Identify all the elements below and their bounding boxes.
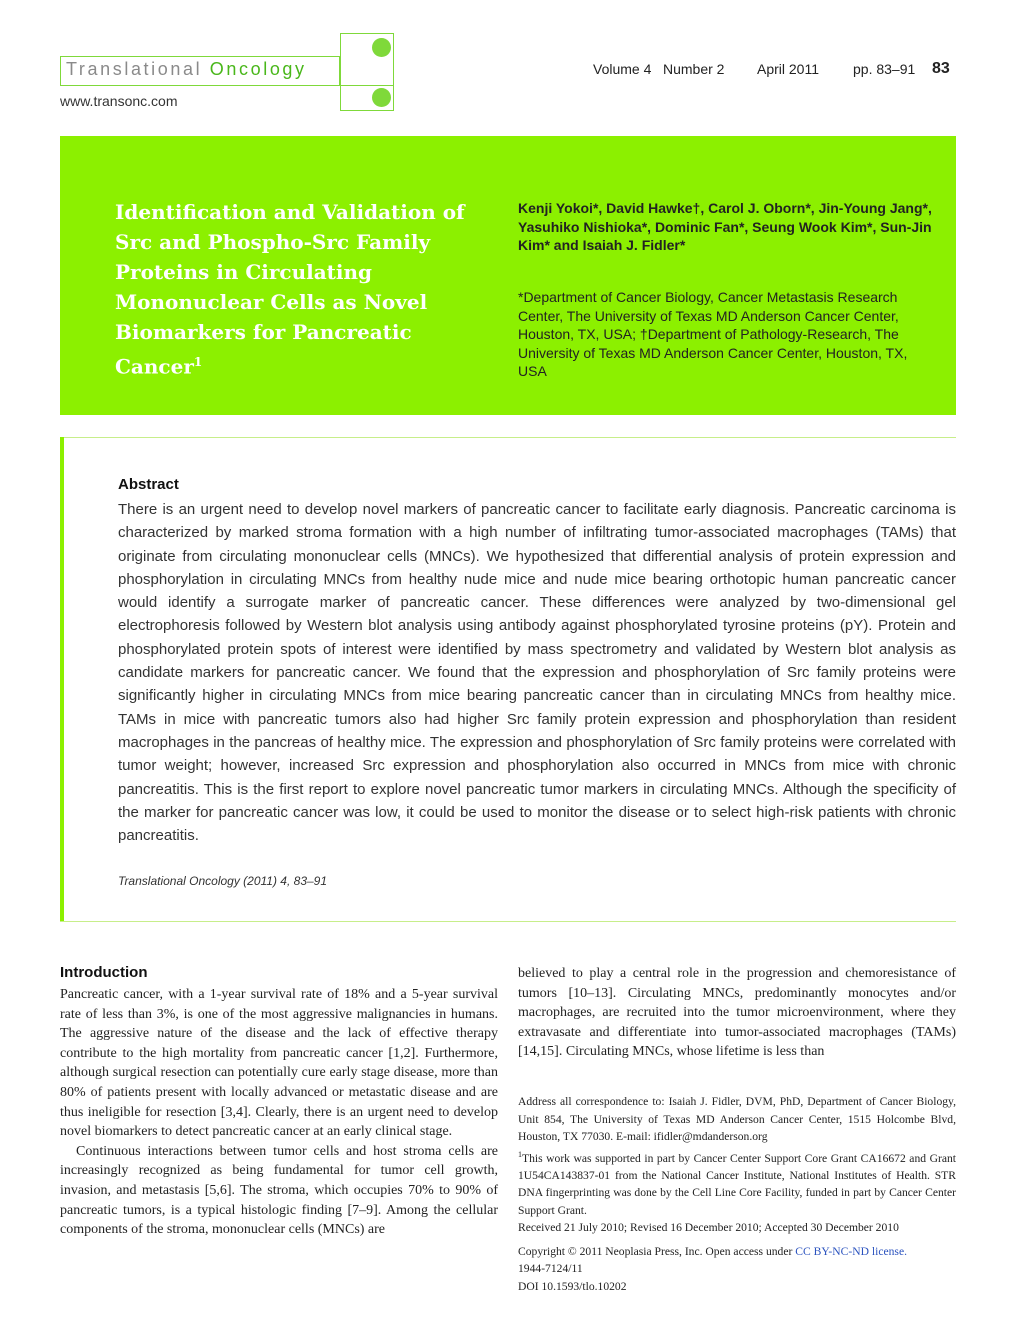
logo-dot-icon [372, 88, 391, 107]
journal-logo-divider [340, 85, 394, 86]
page-number: 83 [932, 60, 950, 77]
funding-note-text: This work was supported in part by Cancer Center Support Core Grant CA16672 and Grant 1U54CA143837-01 from the National Cancer Institute, National Institutes of Health. STR DNA fingerprinting was done by the Cell Line Core Facility, funded in part by Cancer Center Support Grant. [518, 1151, 956, 1217]
logo-dot-icon [372, 38, 391, 57]
introduction-heading: Introduction [60, 964, 148, 981]
intro-paragraph-2-continued: believed to play a central role in the progression and chemoresistance of tumors [10–13]. Circulating MNCs, predominantly monocytes and/or macrophages, are recruited into the tumor microenvironment, where they extravasate and differentiate into tumor-associated macrophages (TAMs) [14,15]. Circulating MNCs, whose lifetime is less than [518, 966, 956, 1060]
body-column-right [518, 964, 956, 1062]
received-dates: Received 21 July 2010; Revised 16 December 2010; Accepted 30 December 2010 [518, 1221, 899, 1235]
abstract-top-rule [60, 437, 956, 438]
affiliations: *Department of Cancer Biology, Cancer Metastasis Research Center, The University of Texas MD Anderson Cancer Center, Houston, TX, USA; †Department of Pathology-Research, The University of Texas MD Anderson Cancer Center, Houston, TX, USA [518, 289, 908, 379]
intro-paragraph-2: Continuous interactions between tumor cells and host stroma cells are increasingly recognized as being fundamental for tumor cell growth, invasion, and metastasis [5,6]. The stroma, which occupies 70% to 90% of pancreatic tumors, is a typical histologic finding [7–9]. Among the cellular components of the stroma, mononuclear cells (MNCs) are [60, 1143, 498, 1238]
copyright-line [518, 1243, 956, 1261]
abstract-text: There is an urgent need to develop novel markers of pancreatic cancer to facilitate early diagnosis. Pancreatic carcinoma is characterized by marked stroma formation with a high number of infiltrating tumor-associated macrophages (TAMs) that originate from circulating mononuclear cells (MNCs). We hypothesized that differential analysis of protein expression and phosphorylation in circulating MNCs from healthy nude mice and nude mice bearing orthotopic human pancreatic cancer would identify a surrogate marker of pancreatic cancer. These differences were analyzed by two-dimensional gel electrophoresis followed by Western blot analysis using antibody against phosphorylated tyrosine proteins (pY). Protein and phosphorylated protein spots of interest were identified by mass spectrometry and validated by Western blot analysis as candidate markers for pancreatic cancer. We found that the expression and phosphorylation of Src family proteins were significantly higher in circulating MNCs from mice bearing pancreatic cancer than in circulating MNCs from healthy mice. TAMs in mice with pancreatic tumors also had higher Src family protein expression and phosphorylation than resident macrophages in the pancreas of healthy mice. The expression and phosphorylation of Src family proteins were correlated with tumor weight; however, increased Src expression and phosphorylation also occurred in MNCs from mice with chronic pancreatitis. This is the first report to explore novel pancreatic tumor markers in circulating MNCs. Although the specificity of the marker for pancreatic cancer was low, it could be used to monitor the disease or to select high-risk patients with chronic pancreatitis. [118, 501, 956, 845]
funding-note [518, 1146, 956, 1220]
journal-name-part-1: Translational [66, 59, 203, 79]
journal-name [66, 59, 307, 80]
journal-name-part-2: Oncology [209, 59, 307, 79]
correspondence-note: Address all correspondence to: Isaiah J. Fidler, DVM, PhD, Department of Cancer Biology, Unit 854, The University of Texas MD Anderson Cancer Center, 1515 Holcombe Blvd, Houston, TX 77030. E-mail: ifidler@mdanderson.org [518, 1095, 956, 1143]
body-column-left [60, 985, 498, 1240]
abstract-bottom-rule [60, 921, 956, 922]
doi[interactable]: DOI 10.1593/tlo.10202 [518, 1279, 627, 1293]
license-link[interactable]: CC BY-NC-ND license. [795, 1244, 907, 1258]
journal-url[interactable]: www.transonc.com [60, 93, 178, 109]
open-access-text: Open access under [705, 1244, 793, 1258]
title-footnote-mark[interactable]: 1 [193, 355, 203, 369]
funding-note-mark: 1 [518, 1149, 522, 1159]
intro-paragraph-1: Pancreatic cancer, with a 1-year survival rate of 18% and a 5-year survival rate of less than 3%, is one of the most aggressive malignancies in humans. The aggressive nature of the disease and the lack of effective therapy contribute to the high mortality from pancreatic cancer [1,2]. Furthermore, although surgical resection can potentially cure early stage disease, more than 80% of patients present with locally advanced or metastatic disease and are thus ineligible for resection [3,4]. Clearly, there is an urgent need to develop novel biomarkers to detect pancreatic cancer at an early clinical stage. [60, 987, 498, 1140]
article-title-text: Identification and Validation of Src and Phospho-Src Family Proteins in Circulating Mononuclear Cells as Novel Biomarkers for Pancreatic Cancer [115, 200, 465, 379]
article-title [115, 197, 475, 382]
volume: Volume 4 [593, 61, 652, 77]
page-range: pp. 83–91 [853, 61, 916, 77]
footnotes [518, 1093, 956, 1295]
author-list: Kenji Yokoi*, David Hawke†, Carol J. Oborn*, Jin-Young Jang*, Yasuhiko Nishioka*, Dominic Fan*, Seung Wook Kim*, Sun-Jin Kim* and Isaiah J. Fidler* [518, 200, 932, 253]
copyright-text: Copyright © 2011 Neoplasia Press, Inc. [518, 1244, 703, 1258]
abstract-heading: Abstract [118, 476, 179, 493]
issue-number: Number 2 [663, 61, 725, 77]
issn: 1944-7124/11 [518, 1262, 583, 1276]
abstract-left-bar [60, 437, 64, 922]
citation: Translational Oncology (2011) 4, 83–91 [118, 874, 328, 888]
issue-date: April 2011 [757, 61, 820, 77]
